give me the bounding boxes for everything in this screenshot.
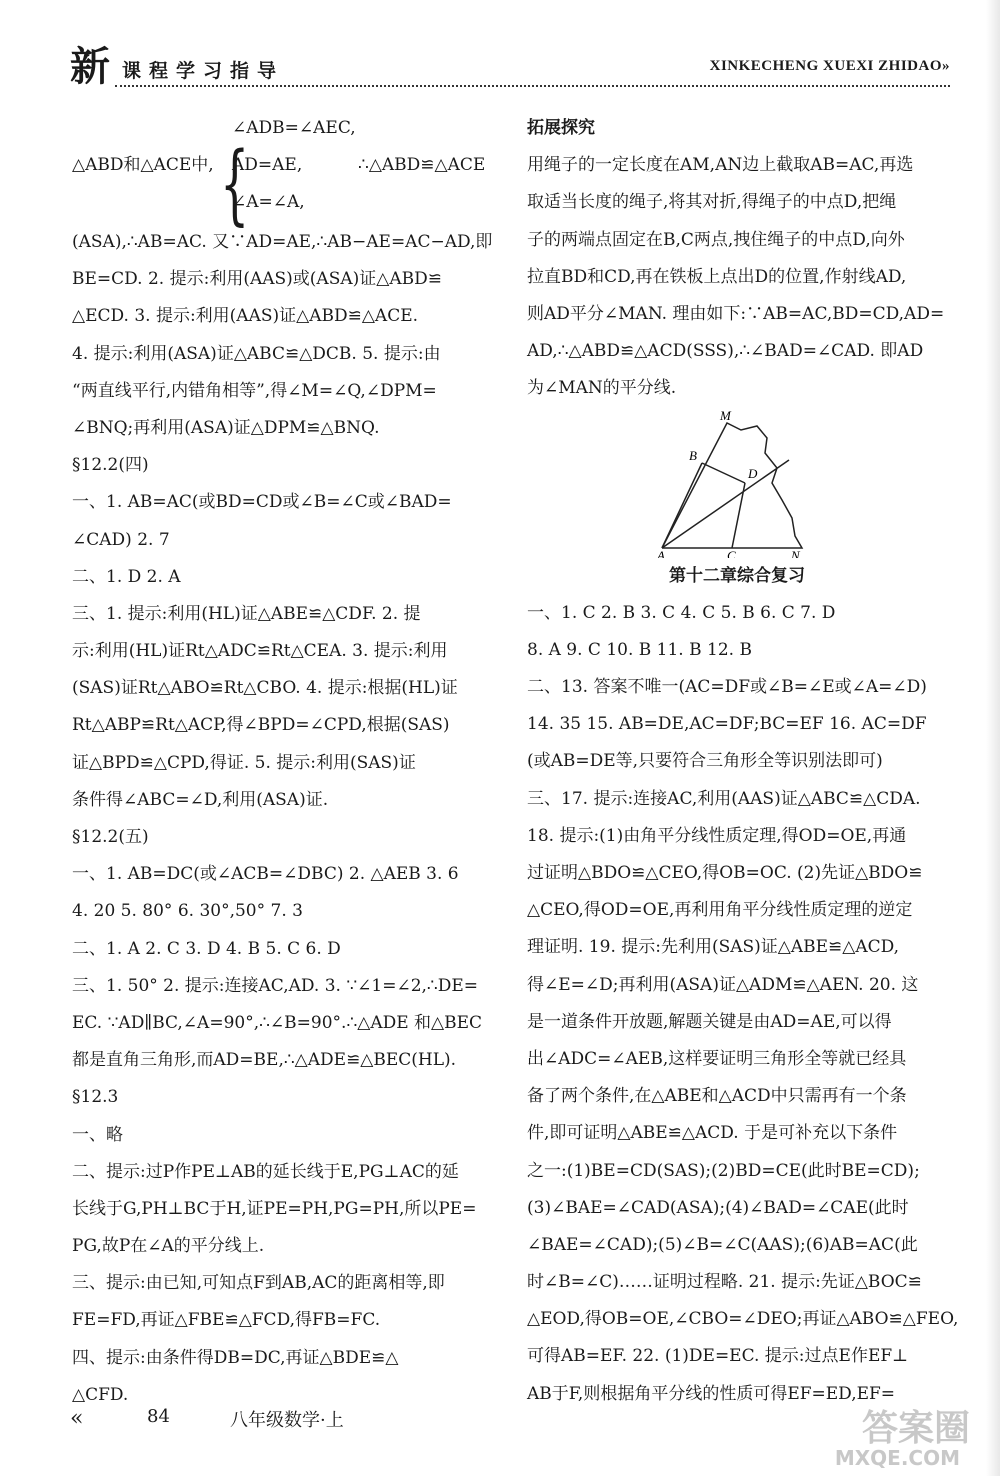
answer-line: 4. 提示:利用(ASA)证△ABC≌△DCB. 5. 提示:由 bbox=[72, 343, 441, 364]
answer-line: 证△BPD≌△CPD,得证. 5. 提示:利用(SAS)证 bbox=[72, 752, 416, 773]
page-number: 84 bbox=[147, 1406, 170, 1427]
header-pinyin bbox=[710, 58, 950, 75]
answer-line: 一、略 bbox=[72, 1124, 123, 1145]
answer-line: 都是直角三角形,而AD=BE,∴△ADE≌△BEC(HL). bbox=[72, 1050, 457, 1071]
review-line: 8. A 9. C 10. B 11. B 12. B bbox=[527, 639, 752, 660]
geometry-figure bbox=[527, 408, 947, 558]
double-left-arrow-icon: « bbox=[70, 1406, 84, 1431]
exploration-line: 用绳子的一定长度在AM,AN边上截取AB=AC,再选 bbox=[527, 155, 914, 176]
review-line: 18. 提示:(1)由角平分线性质定理,得OD=OE,再通 bbox=[527, 825, 907, 846]
brace-line-3: ∠A=∠A, bbox=[232, 192, 305, 212]
watermark-logo: 答案圈 bbox=[861, 1408, 970, 1449]
answer-line: (ASA),∴AB=AC. 又∵AD=AE,∴AB−AE=AC−AD,即 bbox=[72, 232, 493, 252]
answer-line: 三、1. 提示:利用(HL)证△ABE≌△CDF. 2. 提 bbox=[72, 603, 421, 624]
page-edge-shadow bbox=[986, 0, 1000, 1476]
review-line: 过证明△BDO≌△CEO,得OB=OC. (2)先证△BDO≌ bbox=[527, 863, 923, 883]
brace-line-1: ∠ADB=∠AEC, bbox=[232, 118, 356, 138]
answer-line: 条件得∠ABC=∠D,利用(ASA)证. bbox=[72, 789, 329, 810]
header-divider bbox=[115, 85, 950, 87]
answer-line: §12.2(四) bbox=[72, 455, 149, 476]
review-line: 之一:(1)BE=CD(SAS);(2)BD=CE(此时BE=CD); bbox=[527, 1160, 920, 1181]
header-arrows-icon: » bbox=[942, 58, 950, 74]
review-line: 三、17. 提示:连接AC,利用(AAS)证△ABC≌△CDA. bbox=[527, 788, 921, 809]
answer-line: FE=FD,再证△FBE≌△FCD,得FB=FC. bbox=[72, 1310, 381, 1331]
review-line: 备了两个条件,在△ABE和△ACD中只需再有一个条 bbox=[527, 1086, 907, 1107]
review-line: 是一道条件开放题,解题关键是由AD=AE,可以得 bbox=[527, 1011, 892, 1032]
review-line: 二、13. 答案不唯一(AC=DF或∠B=∠E或∠A=∠D) bbox=[527, 677, 927, 698]
exploration-line: 取适当长度的绳子,将其对折,得绳子的中点D,把绳 bbox=[527, 192, 897, 213]
review-line: 14. 35 15. AB=DE,AC=DF;BC=EF 16. AC=DF bbox=[527, 714, 927, 735]
header-logo: 新 bbox=[70, 43, 110, 90]
exploration-line: AD,∴△ABD≌△ACD(SSS),∴∠BAD=∠CAD. 即AD bbox=[527, 341, 924, 362]
review-line: 可得AB=EF. 22. (1)DE=EC. 提示:过点E作EF⊥ bbox=[527, 1346, 909, 1367]
review-line: 得∠E=∠D;再利用(ASA)证△ADM≌△AEN. 20. 这 bbox=[527, 974, 919, 995]
answer-line: §12.3 bbox=[72, 1087, 119, 1108]
review-line: 一、1. C 2. B 3. C 4. C 5. B 6. C 7. D bbox=[527, 602, 836, 623]
review-line: 理证明. 19. 提示:先利用(SAS)证△ABE≌△ACD, bbox=[527, 937, 900, 958]
answer-line: 一、1. AB=AC(或BD=CD或∠B=∠C或∠BAD= bbox=[72, 492, 452, 513]
review-line: ∠BAE=∠CAD);(5)∠B=∠C(AAS);(6)AB=AC(此 bbox=[527, 1234, 918, 1255]
header-title: 课程学习指导 bbox=[122, 60, 285, 82]
review-line: △EOD,得OB=OE,∠CBO=∠DEO;再证△ABO≌△FEO, bbox=[527, 1309, 959, 1330]
answer-line: ∠BNQ;再利用(ASA)证△DPM≌△BNQ. bbox=[72, 417, 380, 438]
label-b: B bbox=[689, 447, 697, 463]
left-text-lines bbox=[72, 224, 497, 1414]
watermark-site: MXQE.COM bbox=[834, 1446, 960, 1470]
page-header bbox=[60, 40, 950, 95]
answer-line: 二、1. D 2. A bbox=[72, 566, 181, 587]
answer-line: △ECD. 3. 提示:利用(AAS)证△ABD≌△ACE. bbox=[72, 306, 419, 327]
review-answers bbox=[527, 595, 959, 1413]
answer-line: 二、1. A 2. C 3. D 4. B 5. C 6. D bbox=[72, 938, 341, 959]
answer-line: BE=CD. 2. 提示:利用(AAS)或(ASA)证△ABD≌ bbox=[72, 269, 442, 290]
review-line: AB于F,则根据角平分线的性质可得EF=ED,EF= bbox=[527, 1383, 896, 1404]
iron-plate-outline bbox=[662, 423, 802, 548]
answer-line: “两直线平行,内错角相等”,得∠M=∠Q,∠DPM= bbox=[72, 380, 437, 401]
brace-conclusion: ∴△ABD≌△ACE bbox=[358, 155, 486, 175]
section-heading: 拓展探究 bbox=[527, 118, 595, 138]
review-line: (3)∠BAE=∠CAD(ASA);(4)∠BAD=∠CAE(此时 bbox=[527, 1197, 909, 1218]
exploration-text bbox=[527, 147, 947, 407]
segment-bd bbox=[702, 463, 745, 483]
left-brace-icon: { bbox=[220, 132, 250, 235]
answer-line: PG,故P在∠A的平分线上. bbox=[72, 1236, 265, 1257]
review-line: (或AB=DE等,只要符合三角形全等识别法即可) bbox=[527, 751, 883, 772]
answer-line: Rt△ABP≌Rt△ACP,得∠BPD=∠CPD,根据(SAS) bbox=[72, 715, 450, 736]
label-n: N bbox=[791, 547, 800, 558]
segment-ab bbox=[662, 463, 702, 548]
header-pinyin-text: XINKECHENG XUEXI ZHIDAO bbox=[709, 58, 942, 74]
answer-line: 三、提示:由已知,可知点F到AB,AC的距离相等,即 bbox=[72, 1273, 445, 1294]
answer-line: 长线于G,PH⊥BC于H,证PE=PH,PG=PH,所以PE= bbox=[72, 1198, 477, 1219]
label-m: M bbox=[720, 407, 731, 423]
label-c: C bbox=[727, 547, 736, 558]
review-line: 出∠ADC=∠AEB,这样要证明三角形全等就已经具 bbox=[527, 1048, 907, 1069]
review-line: 时∠B=∠C)……证明过程略. 21. 提示:先证△BOC≌ bbox=[527, 1272, 922, 1293]
answer-line: 4. 20 5. 80° 6. 30°,50° 7. 3 bbox=[72, 901, 303, 922]
exploration-line: 子的两端点固定在B,C两点,拽住绳子的中点D,向外 bbox=[527, 229, 905, 250]
book-title: 八年级数学·上 bbox=[230, 1410, 344, 1431]
review-line: 件,即可证明△ABE≌△ACD. 于是可补充以下条件 bbox=[527, 1123, 898, 1144]
brace-system bbox=[72, 110, 497, 235]
answer-line: (SAS)证Rt△ABO≌Rt△CBO. 4. 提示:根据(HL)证 bbox=[72, 678, 458, 699]
answer-line: 示:利用(HL)证Rt△ADC≌Rt△CEA. 3. 提示:利用 bbox=[72, 641, 448, 662]
answer-line: 四、提示:由条件得DB=DC,再证△BDE≌△ bbox=[72, 1347, 399, 1368]
left-column bbox=[72, 110, 497, 1414]
answer-line: 三、1. 50° 2. 提示:连接AC,AD. 3. ∵∠1=∠2,∴DE= bbox=[72, 975, 479, 996]
answer-line: EC. ∵AD∥BC,∠A=90°,∴∠B=90°.∴△ADE 和△BEC bbox=[72, 1012, 483, 1033]
exploration-line: 拉直BD和CD,再在铁板上点出D的位置,作射线AD, bbox=[527, 266, 907, 287]
answer-line: §12.2(五) bbox=[72, 827, 149, 847]
answer-line: 一、1. AB=DC(或∠ACB=∠DBC) 2. △AEB 3. 6 bbox=[72, 864, 459, 885]
right-column bbox=[527, 110, 959, 1413]
review-title: 第十二章综合复习 bbox=[669, 565, 805, 586]
answer-line: ∠CAD) 2. 7 bbox=[72, 529, 170, 550]
triangle-diagram bbox=[527, 408, 947, 558]
page-footer bbox=[70, 1406, 950, 1446]
answer-line: △CFD. bbox=[72, 1384, 129, 1405]
brace-line-2: AD=AE, bbox=[232, 155, 303, 175]
answer-line: 二、提示:过P作PE⊥AB的延长线于E,PG⊥AC的延 bbox=[72, 1161, 459, 1182]
label-d: D bbox=[748, 465, 758, 481]
exploration-line: 为∠MAN的平分线. bbox=[527, 378, 677, 399]
segment-cd bbox=[732, 483, 745, 548]
brace-prefix: △ABD和△ACE中, bbox=[72, 155, 214, 175]
review-line: △CEO,得OD=OE,再利用角平分线性质定理的逆定 bbox=[527, 900, 913, 921]
exploration-line: 则AD平分∠MAN. 理由如下:∵AB=AC,BD=CD,AD= bbox=[527, 303, 945, 324]
label-a: A bbox=[657, 547, 665, 558]
